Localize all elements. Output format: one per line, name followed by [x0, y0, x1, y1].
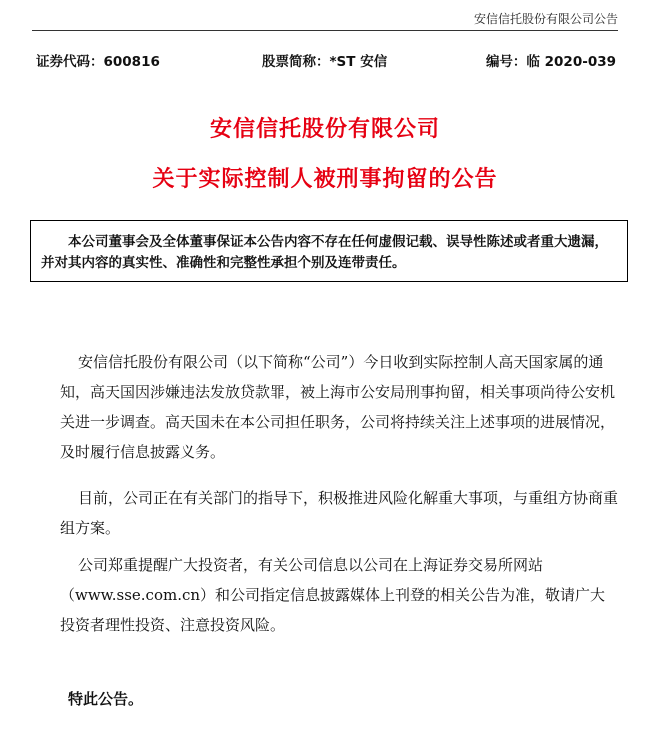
- announcement-title: 关于实际控制人被刑事拘留的公告: [152, 167, 498, 192]
- paragraph-text: 目前，公司正在有关部门的指导下，积极推进风险化解重大事项，与重组方协商重组方案。: [60, 489, 619, 537]
- body-paragraph-1: [60, 347, 620, 473]
- paragraph-text: 安信信托股份有限公司（以下简称“公司”）今日收到实际控制人高天国家属的通知，高天国因涉嫌违法发放贷款罪，被上海市公安局刑事拘留，相关事项尚待公安机关进一步调查。高天国未在本公司担任职务，公司将持续关注上述事项的进展情况，及时履行信息披露义务。: [60, 353, 616, 461]
- body-paragraph-2: [60, 483, 620, 549]
- header-divider: [32, 30, 618, 31]
- body-paragraph-3: [60, 550, 620, 646]
- disclaimer-box: 本公司董事会及全体董事保证本公告内容不存在任何虚假记载、误导性陈述或者重大遗漏，并对其内容的真实性、准确性和完整性承担个别及连带责任。: [30, 220, 628, 282]
- document-header: 安信信托股份有限公司公告: [473, 12, 618, 26]
- stock-short-name: 股票简称：*ST 安信: [262, 54, 388, 70]
- closing-statement: 特此公告。: [68, 690, 144, 708]
- company-title: 安信信托股份有限公司: [209, 117, 440, 142]
- paragraph-text: 公司郑重提醒广大投资者，有关公司信息以公司在上海证券交易所网站（www.sse.com.cn）和公司指定信息披露媒体上刊登的相关公告为准，敬请广大投资者理性投资、注意投资风险。: [60, 556, 606, 634]
- announcement-number: 编号：临 2020-039: [485, 54, 616, 70]
- stock-code: 证券代码：600816: [36, 54, 160, 70]
